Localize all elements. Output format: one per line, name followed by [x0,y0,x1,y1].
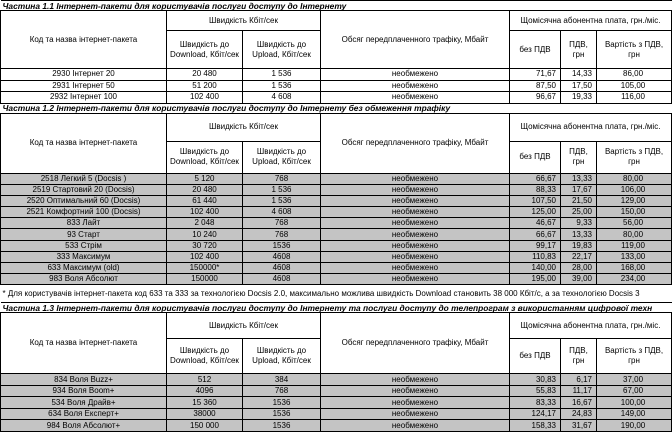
header-fee: Щомісячна абонентна плата, грн./міс. [510,113,672,141]
package-name: 2519 Стартовий 20 (Docsis) [1,184,167,195]
upload-speed: 768 [243,218,321,229]
price-with-vat: 37,00 [597,374,672,386]
upload-speed: 4608 [243,251,321,262]
table-row [1,240,672,251]
price-with-vat: 67,00 [597,385,672,397]
header-vat: ПДВ, грн [561,31,597,69]
traffic-volume: необмежено [321,251,510,262]
download-speed: 51 200 [167,80,243,92]
vat-amount: 22,17 [561,251,597,262]
price-with-vat: 150,00 [597,207,672,218]
header-traffic: Обсяг передплаченного трафіку, Мбайт [321,11,510,69]
header-speed: Швидкість Кбіт/сек [167,11,321,31]
vat-amount: 39,00 [561,274,597,285]
vat-amount: 17,50 [561,80,597,92]
download-speed: 2 048 [167,218,243,229]
package-name: 634 Воля Експерт+ [1,408,167,420]
download-speed: 5 120 [167,173,243,184]
download-speed: 20 480 [167,184,243,195]
upload-speed: 768 [243,385,321,397]
traffic-volume: необмежено [321,274,510,285]
upload-speed: 1536 [243,408,321,420]
header-download: Швидкість до Download, Кбіт/сек [167,339,243,374]
section-title-row [1,1,672,11]
price-no-vat: 66,67 [510,229,561,240]
header-total: Вартість з ПДВ, грн [597,141,672,173]
traffic-volume: необмежено [321,184,510,195]
price-with-vat: 105,00 [597,80,672,92]
upload-speed: 1536 [243,240,321,251]
price-no-vat: 30,83 [510,374,561,386]
download-speed: 38000 [167,408,243,420]
header-no-vat: без ПДВ [510,31,561,69]
price-no-vat: 71,67 [510,69,561,81]
traffic-volume: необмежено [321,240,510,251]
package-name: 2931 Інтернет 50 [1,80,167,92]
price-no-vat: 88,33 [510,184,561,195]
header-traffic: Обсяг передплаченного трафіку, Мбайт [321,113,510,173]
download-speed: 4096 [167,385,243,397]
table-row [1,218,672,229]
vat-amount: 13,33 [561,229,597,240]
vat-amount: 28,00 [561,263,597,274]
package-name: 2520 Оптимальний 60 (Docsis) [1,195,167,206]
price-with-vat: 190,00 [597,420,672,432]
header-code: Код та назва інтернет-пакета [1,313,167,374]
package-name: 533 Стрім [1,240,167,251]
table-row [1,374,672,386]
traffic-volume: необмежено [321,92,510,104]
upload-speed: 4 608 [243,207,321,218]
vat-amount: 6,17 [561,374,597,386]
package-name: 333 Максимум [1,251,167,262]
table-row [1,195,672,206]
package-name: 983 Воля Абсолют [1,274,167,285]
header-code: Код та назва інтернет-пакета [1,11,167,69]
section-title-row [1,303,672,313]
download-speed: 30 720 [167,240,243,251]
package-name: 834 Воля Buzz+ [1,374,167,386]
download-speed: 61 440 [167,195,243,206]
header-vat: ПДВ, грн [561,339,597,374]
price-with-vat: 86,00 [597,69,672,81]
upload-speed: 1 536 [243,69,321,81]
traffic-volume: необмежено [321,207,510,218]
section-title: Частина 1.3 Інтернет-пакети для користувачів послуги доступу до Інтернету та послуги доступу до телепрограм з використанням цифрової техн [1,303,672,313]
price-with-vat: 80,00 [597,229,672,240]
header-upload: Швидкість до Upload, Кбіт/сек [243,339,321,374]
traffic-volume: необмежено [321,229,510,240]
traffic-volume: необмежено [321,69,510,81]
package-name: 633 Максимум (old) [1,263,167,274]
package-name: 2518 Легкий 5 (Docsis ) [1,173,167,184]
download-speed: 512 [167,374,243,386]
vat-amount: 16,67 [561,397,597,409]
table-row [1,80,672,92]
download-speed: 20 480 [167,69,243,81]
upload-speed: 4 608 [243,92,321,104]
vat-amount: 19,33 [561,92,597,104]
download-speed: 102 400 [167,207,243,218]
footnote: * Для користувачів інтернет-пакета код 633 та 333 за технологією Docsis 2.0, максимально можлива швидкість Download становить 38 000 Кбіт/с, а за технологією Docsis 3 [2,288,640,298]
header-vat: ПДВ, грн [561,141,597,173]
package-name: 2932 Інтернет 100 [1,92,167,104]
price-no-vat: 55,83 [510,385,561,397]
price-no-vat: 66,67 [510,173,561,184]
upload-speed: 1536 [243,397,321,409]
traffic-volume: необмежено [321,80,510,92]
table-row [1,274,672,285]
price-with-vat: 80,00 [597,173,672,184]
price-with-vat: 149,00 [597,408,672,420]
price-with-vat: 116,00 [597,92,672,104]
price-with-vat: 56,00 [597,218,672,229]
traffic-volume: необмежено [321,408,510,420]
table-row [1,69,672,81]
header-upload: Швидкість до Upload, Кбіт/сек [243,141,321,173]
header-no-vat: без ПДВ [510,339,561,374]
header-upload: Швидкість до Upload, Кбіт/сек [243,31,321,69]
table-row [1,207,672,218]
package-name: 534 Воля Драйв+ [1,397,167,409]
header-traffic: Обсяг передплаченного трафіку, Мбайт [321,313,510,374]
upload-speed: 768 [243,229,321,240]
price-no-vat: 140,00 [510,263,561,274]
table-row [1,251,672,262]
price-no-vat: 158,33 [510,420,561,432]
price-no-vat: 99,17 [510,240,561,251]
upload-speed: 1 536 [243,80,321,92]
download-speed: 10 240 [167,229,243,240]
price-no-vat: 110,83 [510,251,561,262]
price-no-vat: 46,67 [510,218,561,229]
download-speed: 102 400 [167,251,243,262]
price-no-vat: 124,17 [510,408,561,420]
package-name: 984 Воля Абсолют+ [1,420,167,432]
price-no-vat: 125,00 [510,207,561,218]
section-title: Частина 1.2 Інтернет-пакети для користувачів послуги доступу до Інтернету без обмеження трафіку [1,103,672,113]
upload-speed: 1 536 [243,195,321,206]
upload-speed: 4608 [243,274,321,285]
table-row [1,263,672,274]
package-name: 833 Лайт [1,218,167,229]
price-no-vat: 195,00 [510,274,561,285]
header-no-vat: без ПДВ [510,141,561,173]
vat-amount: 13,33 [561,173,597,184]
table-row [1,420,672,432]
vat-amount: 24,83 [561,408,597,420]
package-name: 2930 Інтернет 20 [1,69,167,81]
header-fee: Щомісячна абонентна плата, грн./міс. [510,11,672,31]
vat-amount: 11,17 [561,385,597,397]
header-fee: Щомісячна абонентна плата, грн./міс. [510,313,672,339]
download-speed: 150000 [167,274,243,285]
footnote-row [1,285,672,303]
traffic-volume: необмежено [321,195,510,206]
package-name: 934 Воля Boom+ [1,385,167,397]
download-speed: 150000* [167,263,243,274]
traffic-volume: необмежено [321,218,510,229]
vat-amount: 14,33 [561,69,597,81]
package-name: 93 Старт [1,229,167,240]
traffic-volume: необмежено [321,263,510,274]
vat-amount: 21,50 [561,195,597,206]
upload-speed: 1 536 [243,184,321,195]
price-with-vat: 106,00 [597,184,672,195]
section-title: Частина 1.1 Інтернет-пакети для користувачів послуги доступу до Інтернету [1,1,672,11]
download-speed: 102 400 [167,92,243,104]
price-with-vat: 133,00 [597,251,672,262]
table-row [1,408,672,420]
table-row [1,184,672,195]
price-with-vat: 168,00 [597,263,672,274]
price-no-vat: 83,33 [510,397,561,409]
price-with-vat: 100,00 [597,397,672,409]
traffic-volume: необмежено [321,420,510,432]
vat-amount: 25,00 [561,207,597,218]
download-speed: 15 360 [167,397,243,409]
traffic-volume: необмежено [321,385,510,397]
package-name: 2521 Комфортний 100 (Docsis) [1,207,167,218]
header-row [1,113,672,141]
upload-speed: 1536 [243,420,321,432]
vat-amount: 19,83 [561,240,597,251]
price-with-vat: 119,00 [597,240,672,251]
header-code: Код та назва інтернет-пакета [1,113,167,173]
header-download: Швидкість до Download, Кбіт/сек [167,31,243,69]
table-row [1,385,672,397]
header-speed: Швидкість Кбіт/сек [167,313,321,339]
header-download: Швидкість до Download, Кбіт/сек [167,141,243,173]
download-speed: 150 000 [167,420,243,432]
header-row [1,313,672,339]
vat-amount: 9,33 [561,218,597,229]
section-title-row [1,103,672,113]
price-with-vat: 129,00 [597,195,672,206]
traffic-volume: необмежено [321,374,510,386]
price-no-vat: 107,50 [510,195,561,206]
header-total: Вартість з ПДВ, грн [597,31,672,69]
table-row [1,397,672,409]
table-row [1,92,672,104]
table-row [1,173,672,184]
vat-amount: 17,67 [561,184,597,195]
upload-speed: 4608 [243,263,321,274]
price-no-vat: 87,50 [510,80,561,92]
header-speed: Швидкість Кбіт/сек [167,113,321,141]
upload-speed: 384 [243,374,321,386]
vat-amount: 31,67 [561,420,597,432]
header-row [1,11,672,31]
upload-speed: 768 [243,173,321,184]
traffic-volume: необмежено [321,173,510,184]
price-no-vat: 96,67 [510,92,561,104]
price-with-vat: 234,00 [597,274,672,285]
traffic-volume: необмежено [321,397,510,409]
table-row [1,229,672,240]
header-total: Вартість з ПДВ, грн [597,339,672,374]
